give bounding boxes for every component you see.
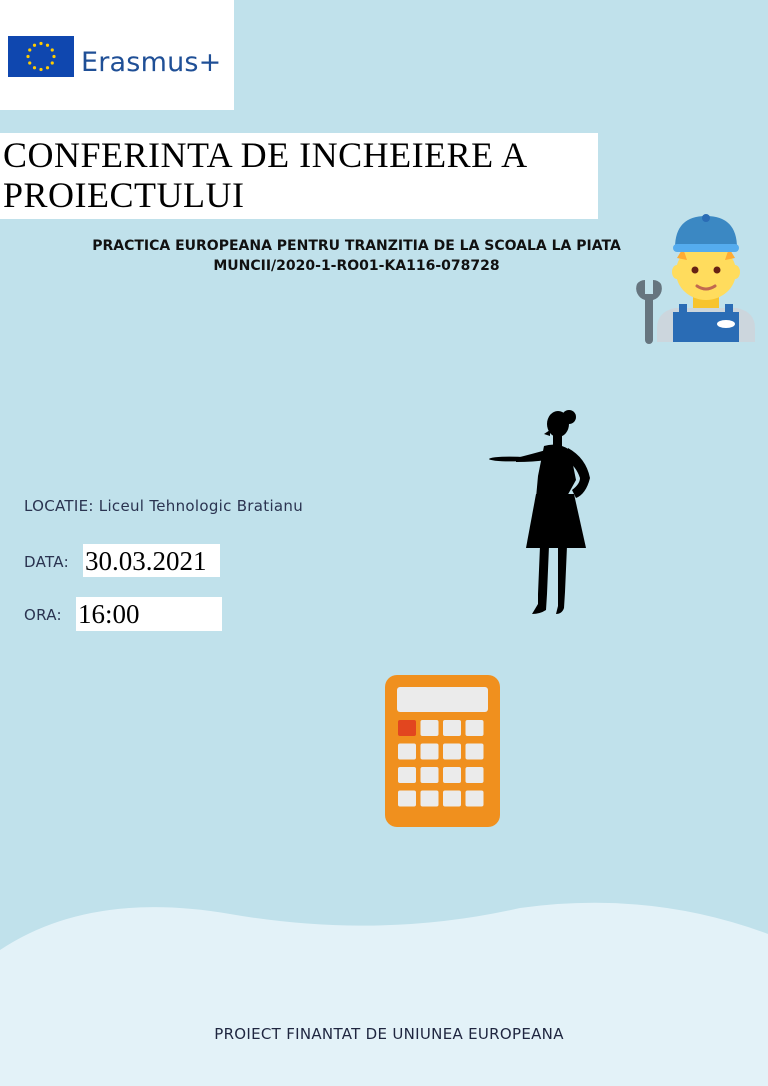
eu-star-icon [28,61,31,64]
calculator-key [466,767,484,783]
date-label: DATA: [24,553,69,571]
erasmus-logo [0,0,234,110]
eu-star-icon [26,55,29,58]
mechanic-worker-icon [621,206,761,346]
calculator-key [466,720,484,736]
calculator-key [466,791,484,807]
erasmus-logo-text: Erasmus+ [81,47,222,78]
calculator-key [443,791,461,807]
calculator-key [421,767,439,783]
location-line [24,497,303,515]
eu-star-icon [33,66,36,69]
calculator-key [466,744,484,760]
calculator-key [443,744,461,760]
location-label: LOCATIE: [24,497,94,515]
time-value: 16:00 [76,597,222,631]
time-label: ORA: [24,606,62,624]
title-box [0,133,598,219]
eu-star-icon [28,48,31,51]
calculator-key [421,791,439,807]
eu-star-icon [46,66,49,69]
eu-star-icon [46,44,49,47]
footer-text: PROIECT FINANTAT DE UNIUNEA EUROPEANA [214,1025,564,1043]
project-subtitle: PRACTICA EUROPEANA PENTRU TRANZITIA DE LA SCOALA LA PIATA MUNCII/2020-1-RO01-KA116-078728 [92,238,621,274]
eu-star-icon [39,68,42,71]
waitress-silhouette-icon [488,406,610,618]
page-title: CONFERINTA DE INCHEIERE A PROIECTULUI [3,135,526,215]
location-value: Liceul Tehnologic Bratianu [98,497,304,515]
eu-star-icon [51,48,54,51]
calculator-key [443,767,461,783]
eu-star-icon [39,42,42,45]
calculator-key [443,720,461,736]
calculator-key [398,791,416,807]
calculator-key [398,767,416,783]
calculator-key [421,744,439,760]
eu-flag-icon [8,36,74,77]
date-value: 30.03.2021 [83,544,220,577]
bottom-wave [0,900,768,1086]
calculator-key [421,720,439,736]
calculator-key [398,720,416,736]
calculator-key [398,744,416,760]
eu-star-icon [51,61,54,64]
eu-star-icon [33,44,36,47]
eu-star-icon [52,55,55,58]
calculator-icon [385,675,500,827]
